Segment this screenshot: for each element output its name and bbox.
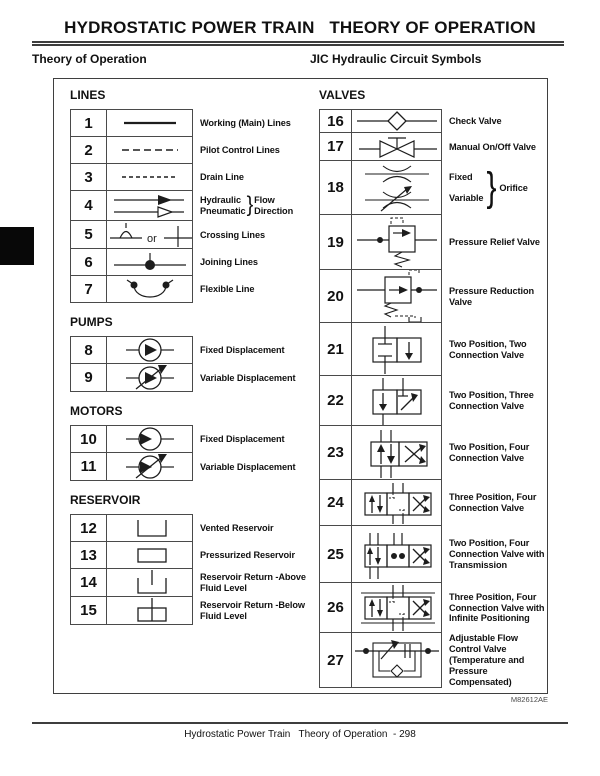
symbol-number: 23 [319,426,352,480]
symbols-figure-frame [53,78,548,694]
right-column [319,88,546,688]
pilot-control-lines-symbol [107,137,193,164]
symbol-number: 21 [319,323,352,376]
pumps-section [70,315,314,392]
footer-page-label: Hydrostatic Power Train Theory of Operation - 298 [184,729,416,740]
orifice-caption-label: Orifice [499,182,528,193]
working-main-lines-symbol [107,109,193,137]
symbol-caption: Fixed Displacement [200,344,285,355]
symbol-number: 5 [70,221,107,249]
symbol-caption: Drain Line [200,172,244,183]
figure-id: M82612AE [510,695,548,704]
symbol-number: 6 [70,249,107,276]
symbol-number: 4 [70,191,107,221]
symbol-number: 16 [319,109,352,133]
pumps-table [70,336,314,392]
drain-line-symbol [107,164,193,191]
orifice-caption [442,161,545,215]
symbol-caption: Pressure Relief Valve [449,237,540,248]
reservoir-return-below-symbol [107,597,193,625]
symbol-number: 8 [70,336,107,364]
symbol-number: 18 [319,161,352,215]
crossing-lines-symbol [107,221,193,249]
symbol-caption: Variable Displacement [200,461,296,472]
pressure-relief-valve-symbol [352,215,442,270]
fixed-displacement-motor-symbol [107,425,193,453]
symbol-number: 11 [70,453,107,481]
symbol-caption: Reservoir Return -Above Fluid Level [200,572,306,593]
symbol-caption: Adjustable Flow Control Valve (Temperature and Pressure Compensated) [449,633,525,687]
flow-caption-hydraulic: Hydraulic [200,195,241,206]
motors-section [70,404,314,481]
header-rule [32,41,564,46]
symbol-number: 7 [70,276,107,303]
page-thumb-tab [0,227,34,265]
symbol-caption: Three Position, Four Connection Valve with Infinite Positioning [449,591,545,624]
symbol-caption: Variable Displacement [200,372,296,383]
symbol-caption: Working (Main) Lines [200,117,291,128]
symbol-caption: Check Valve [449,115,502,126]
symbol-caption: Reservoir Return -Below Fluid Level [200,600,305,621]
fixed-displacement-pump-symbol [107,336,193,364]
symbol-caption: Joining Lines [200,257,258,268]
valves-table [319,109,546,688]
reservoir-section [70,493,314,625]
symbol-number: 3 [70,164,107,191]
pumps-section-title: PUMPS [70,315,113,329]
symbol-number: 17 [319,133,352,161]
left-column [70,88,314,625]
symbol-number: 26 [319,583,352,633]
flexible-line-symbol [107,276,193,303]
lines-table [70,109,314,303]
two-pos-two-conn-valve-symbol [352,323,442,376]
check-valve-symbol [352,109,442,133]
page-title: HYDROSTATIC POWER TRAIN THEORY OF OPERATION [64,18,536,37]
vented-reservoir-symbol [107,514,193,542]
flow-direction-symbol [107,191,193,221]
symbol-number: 27 [319,633,352,688]
symbol-caption: Two Position, Four Connection Valve [449,442,530,463]
symbol-caption: Three Position, Four Connection Valve [449,492,537,513]
reservoir-section-title: RESERVOIR [70,493,141,507]
left-column-header: Theory of Operation [32,52,147,66]
flow-caption-brace: } [246,193,254,218]
flow-caption-pneumatic: Pneumatic [200,206,246,216]
manual-on-off-valve-symbol [352,133,442,161]
symbol-number: 13 [70,542,107,569]
pressurized-reservoir-symbol [107,542,193,569]
symbol-number: 15 [70,597,107,625]
symbol-caption: Manual On/Off Valve [449,141,536,152]
symbol-number: 1 [70,109,107,137]
two-pos-four-conn-valve-symbol [352,426,442,480]
crossing-or-label: or [146,233,157,245]
symbol-number: 20 [319,270,352,323]
motors-section-title: MOTORS [70,404,123,418]
symbol-number: 22 [319,376,352,426]
footer-rule [32,722,568,724]
variable-displacement-motor-symbol [107,453,193,481]
reservoir-return-above-symbol [107,569,193,597]
symbol-caption: Pressure Reduction Valve [449,285,534,307]
symbol-caption: Two Position, Four Connection Valve with Transmission [449,538,545,570]
flow-caption-flow: Flow [254,195,275,206]
orifice-caption-variable: Variable [449,193,484,203]
orifice-caption-brace: } [486,165,497,211]
three-pos-four-conn-infinite-valve-symbol [352,583,442,633]
valves-section [319,88,546,688]
flow-caption-direction: Direction [254,206,294,216]
orifice-caption-fixed: Fixed [449,172,473,183]
symbol-caption: Pressurized Reservoir [200,550,295,561]
symbol-number: 9 [70,364,107,392]
symbol-number: 14 [70,569,107,597]
three-pos-four-conn-valve-symbol [352,480,442,526]
symbol-number: 19 [319,215,352,270]
lines-section [70,88,314,303]
symbol-caption: Pilot Control Lines [200,145,280,156]
symbol-caption: Vented Reservoir [200,522,274,533]
symbol-number: 25 [319,526,352,583]
lines-section-title: LINES [70,88,106,102]
symbol-caption: Fixed Displacement [200,433,285,444]
symbol-caption: Two Position, Two Connection Valve [449,338,527,360]
flow-direction-caption [193,191,307,221]
two-pos-four-conn-transmission-valve-symbol [352,526,442,583]
symbol-number: 2 [70,137,107,164]
two-pos-three-conn-valve-symbol [352,376,442,426]
orifice-symbol [352,161,442,215]
symbol-number: 24 [319,480,352,526]
joining-lines-symbol [107,249,193,276]
motors-table [70,425,314,481]
pressure-reduction-valve-symbol [352,270,442,323]
right-column-header: JIC Hydraulic Circuit Symbols [310,52,482,66]
symbol-caption: Crossing Lines [200,229,265,240]
variable-displacement-pump-symbol [107,364,193,392]
symbol-number: 12 [70,514,107,542]
symbol-caption: Two Position, Three Connection Valve [449,390,534,411]
adjustable-flow-control-valve-symbol [352,633,442,688]
reservoir-table [70,514,314,625]
symbol-caption: Flexible Line [200,284,255,295]
symbol-number: 10 [70,425,107,453]
valves-section-title: VALVES [319,88,366,102]
